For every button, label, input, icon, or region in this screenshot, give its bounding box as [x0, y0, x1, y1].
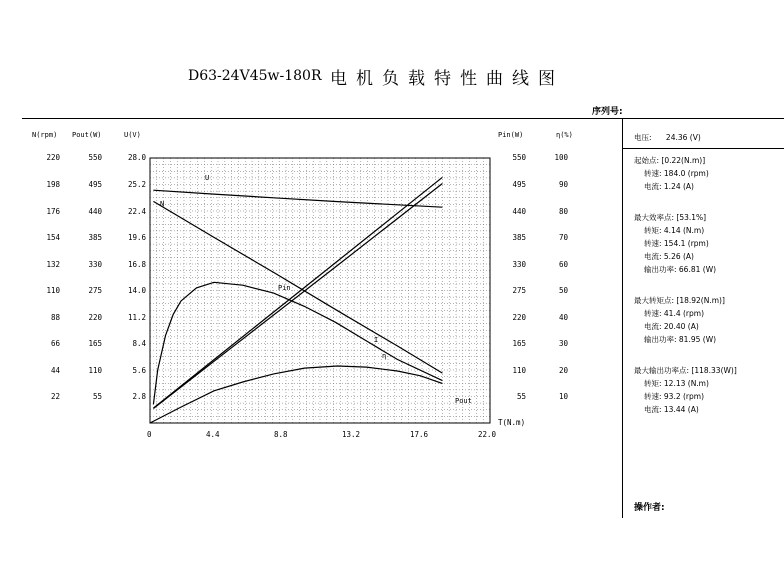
- n-axis-header: N(rpm): [32, 131, 58, 139]
- eta-tick: 20: [558, 366, 568, 375]
- n-tick: 66: [50, 339, 60, 348]
- pout-tick: 110: [88, 366, 102, 375]
- eta-tick: 90: [558, 180, 568, 189]
- n-tick: 44: [50, 366, 60, 375]
- info-panel: [634, 131, 784, 434]
- x-tick: 4.4: [206, 430, 220, 439]
- pout-tick: 220: [88, 313, 102, 322]
- n-tick: 22: [50, 392, 60, 401]
- u-tick: 11.2: [127, 313, 146, 322]
- u-tick: 22.4: [127, 207, 146, 216]
- u-tick: 8.4: [132, 339, 146, 348]
- n-tick: 88: [50, 313, 60, 322]
- eta-tick: 80: [558, 207, 568, 216]
- series-label-U: U: [205, 174, 210, 182]
- eta-tick: 70: [558, 233, 568, 242]
- max-output-speed: 转速: 93.2 (rpm): [644, 392, 704, 401]
- max-torque-speed: 转速: 41.4 (rpm): [644, 309, 704, 318]
- max-efficiency-section: [634, 211, 784, 276]
- pout-tick: 495: [88, 180, 102, 189]
- pout-axis-header: Pout(W): [72, 131, 102, 139]
- max-efficiency-torque: 转矩: 4.14 (N.m): [644, 226, 705, 235]
- eta-tick: 100: [554, 153, 568, 162]
- eta-tick: 30: [558, 339, 568, 348]
- pout-tick: 385: [88, 233, 102, 242]
- eta-tick: 40: [558, 313, 568, 322]
- pout-tick: 330: [88, 260, 102, 269]
- x-tick: 13.2: [342, 430, 361, 439]
- u-tick: 28.0: [127, 153, 146, 162]
- series-label-N: N: [160, 200, 165, 208]
- max-output-torque: 转矩: 12.13 (N.m): [644, 379, 709, 388]
- u-tick: 19.6: [127, 233, 146, 242]
- pin-axis-header: Pin(W): [498, 131, 524, 139]
- max-efficiency-speed: 转速: 154.1 (rpm): [644, 239, 709, 248]
- eta-tick: 60: [558, 260, 568, 269]
- pin-tick: 110: [512, 366, 526, 375]
- x-tick: 17.6: [410, 430, 429, 439]
- max-efficiency-current: 电流: 5.26 (A): [644, 252, 694, 261]
- series-line-Pin: [153, 184, 442, 409]
- n-tick: 154: [46, 233, 60, 242]
- pin-tick: 220: [512, 313, 526, 322]
- start-point-title: 起始点: [0.22(N.m)]: [634, 156, 706, 165]
- max-torque-pout: 输出功率: 81.95 (W): [644, 335, 717, 344]
- serial-number-label: 序列号:: [592, 107, 623, 117]
- pin-tick: 330: [512, 260, 526, 269]
- pout-tick: 55: [92, 392, 102, 401]
- n-tick: 198: [46, 180, 60, 189]
- series-label-I: I: [374, 336, 379, 344]
- pin-tick: 440: [512, 207, 526, 216]
- x-axis-label: T(N.m): [498, 418, 526, 427]
- n-tick: 132: [46, 260, 60, 269]
- eta-tick: 50: [558, 286, 568, 295]
- chart-grid: [150, 158, 490, 423]
- pout-tick: 275: [88, 286, 102, 295]
- series-label-Pout: Pout: [455, 397, 472, 405]
- max-torque-current: 电流: 20.40 (A): [644, 322, 699, 331]
- start-point-section: [634, 154, 784, 193]
- pin-tick: 55: [516, 392, 526, 401]
- series-label-Pin: Pin: [278, 284, 291, 292]
- eta-tick: 10: [558, 392, 568, 401]
- operator-label: 操作者:: [634, 503, 665, 513]
- max-efficiency-title: 最大效率点: [53.1%]: [634, 213, 707, 222]
- max-torque-section: [634, 294, 784, 346]
- pout-tick: 550: [88, 153, 102, 162]
- pin-tick: 275: [512, 286, 526, 295]
- pin-tick: 165: [512, 339, 526, 348]
- n-tick: 176: [46, 207, 60, 216]
- series-label-η: η: [382, 352, 387, 360]
- pin-tick: 385: [512, 233, 526, 242]
- u-tick: 25.2: [127, 180, 146, 189]
- pout-tick: 440: [88, 207, 102, 216]
- chart-curves: [150, 174, 472, 423]
- x-tick: 8.8: [274, 430, 288, 439]
- u-tick: 2.8: [132, 392, 146, 401]
- start-speed: 转速: 184.0 (rpm): [644, 169, 709, 178]
- voltage-label: 电压:: [634, 133, 652, 142]
- max-output-title: 最大输出功率点: [118.33(W)]: [634, 366, 737, 375]
- max-output-section: [634, 364, 784, 416]
- series-line-I: [153, 177, 442, 408]
- voltage-row: [634, 131, 784, 144]
- u-axis-header: U(V): [124, 131, 141, 139]
- series-line-U: [153, 190, 442, 207]
- u-tick: 14.0: [127, 286, 146, 295]
- chart-title: 电机负载特性曲线图: [330, 69, 564, 89]
- eta-axis-header: η(%): [556, 131, 573, 139]
- max-efficiency-pout: 输出功率: 66.81 (W): [644, 265, 717, 274]
- x-tick: 22.0: [478, 430, 497, 439]
- max-output-current: 电流: 13.44 (A): [644, 405, 699, 414]
- motor-model-title: D63-24V45w-180R: [188, 68, 322, 84]
- pin-tick: 550: [512, 153, 526, 162]
- voltage-value: 24.36 (V): [665, 133, 701, 142]
- n-tick: 220: [46, 153, 60, 162]
- start-current: 电流: 1.24 (A): [644, 182, 694, 191]
- u-tick: 5.6: [132, 366, 146, 375]
- max-torque-title: 最大转矩点: [18.92(N.m)]: [634, 296, 725, 305]
- series-line-Pout: [150, 366, 442, 423]
- pout-tick: 165: [88, 339, 102, 348]
- n-tick: 110: [46, 286, 60, 295]
- x-tick: 0: [147, 430, 152, 439]
- pin-tick: 495: [512, 180, 526, 189]
- u-tick: 16.8: [127, 260, 146, 269]
